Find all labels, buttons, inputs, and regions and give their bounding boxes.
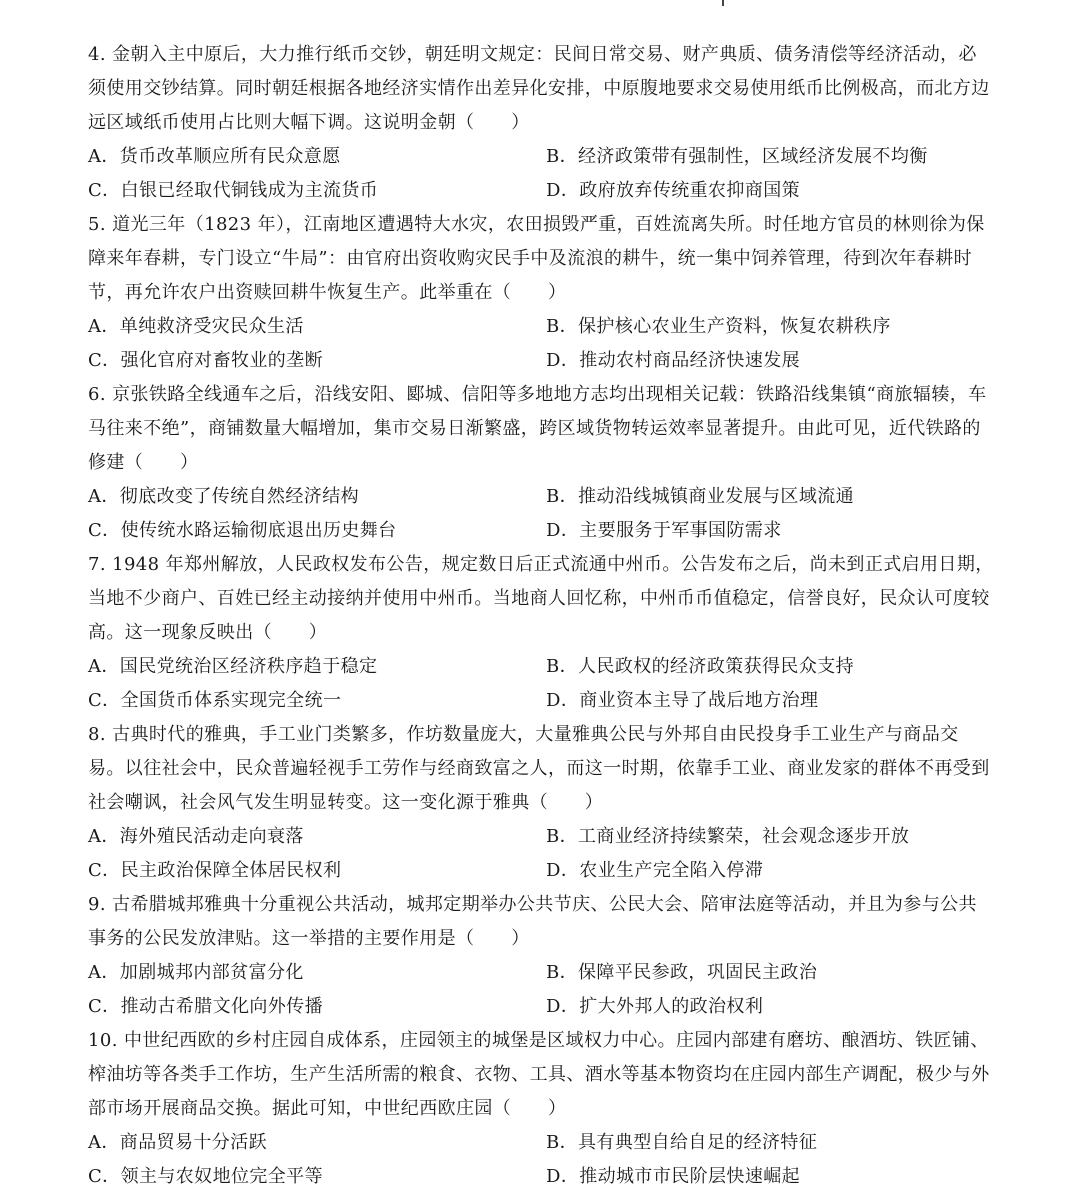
option-a: A．货币改革顺应所有民众意愿 [88,146,341,167]
question-stem: 4. 金朝入主中原后，大力推行纸币交钞，朝廷明文规定：民间日常交易、财产典质、债务清偿等经济活动，必须使用交钞结算。同时朝廷根据各地经济实情作出差异化安排，中原腹地要求交易使用纸币比例极高，而北方边远区域纸币使用占比则大幅下调。这说明金朝（ ） [88,44,990,133]
question-8 [88,718,995,888]
question-stem: 6. 京张铁路全线通车之后，沿线安阳、郾城、信阳等多地地方志均出现相关记载：铁路沿线集镇“商旅辐辏，车马往来不绝”，商铺数量大幅增加，集市交易日渐繁盛，跨区域货物转运效率显著提升。由此可见，近代铁路的修建（ ） [88,384,987,473]
option-b: B．推动沿线城镇商业发展与区域流通 [546,486,855,507]
option-list [88,820,995,888]
question-stem: 9. 古希腊城邦雅典十分重视公共活动，城邦定期举办公共节庆、公民大会、陪审法庭等活动，并且为参与公共事务的公民发放津贴。这一举措的主要作用是（ ） [88,894,977,949]
option-a: A．加剧城邦内部贫富分化 [88,962,304,983]
option-c: C．强化官府对畜牧业的垄断 [88,350,323,371]
option-c: C．全国货币体系实现完全统一 [88,690,342,711]
question-stem: 5. 道光三年（1823 年），江南地区遭遇特大水灾，农田损毁严重，百姓流离失所。时任地方官员的林则徐为保障来年春耕，专门设立“牛局”：由官府出资收购灾民手中及流浪的耕牛，统一集中饲养管理，待到次年春耕时节，再允许农户出资赎回耕牛恢复生产。此举重在（ ） [88,214,985,303]
question-5 [88,208,995,378]
option-a: A．国民党统治区经济秩序趋于稳定 [88,656,378,677]
question-6 [88,378,995,548]
option-b: B．经济政策带有强制性，区域经济发展不均衡 [546,146,928,167]
option-c: C．推动古希腊文化向外传播 [88,996,323,1017]
question-7 [88,548,995,718]
question-stem: 8. 古典时代的雅典，手工业门类繁多，作坊数量庞大，大量雅典公民与外邦自由民投身手工业生产与商品交易。以往社会中，民众普遍轻视手工劳作与经商致富之人，而这一时期，依靠手工业、商业发家的群体不再受到社会嘲讽，社会风气发生明显转变。这一变化源于雅典（ ） [88,724,990,813]
option-d: D．商业资本主导了战后地方治理 [546,690,819,711]
option-list [88,650,995,718]
question-stem: 10. 中世纪西欧的乡村庄园自成体系，庄园领主的城堡是区域权力中心。庄园内部建有磨坊、酿酒坊、铁匠铺、榨油坊等各类手工作坊，生产生活所需的粮食、衣物、工具、酒水等基本物资均在庄园内部生产调配，极少与外部市场开展商品交换。据此可知，中世纪西欧庄园（ ） [88,1030,990,1119]
option-a: A．彻底改变了传统自然经济结构 [88,486,359,507]
option-list [88,1126,995,1194]
option-c: C．白银已经取代铜钱成为主流货币 [88,180,379,201]
option-b: B．保障平民参政，巩固民主政治 [546,962,818,983]
option-b: B．人民政权的经济政策获得民众支持 [546,656,855,677]
option-a: A．海外殖民活动走向衰落 [88,826,304,847]
option-d: D．推动城市市民阶层快速崛起 [546,1166,801,1187]
option-d: D．推动农村商品经济快速发展 [546,350,801,371]
option-d: D．扩大外邦人的政治权利 [546,996,764,1017]
question-10 [88,1024,995,1194]
option-a: A．单纯救济受灾民众生活 [88,316,304,337]
option-list [88,480,995,548]
option-b: B．保护核心农业生产资料，恢复农耕秩序 [546,316,891,337]
option-a: A．商品贸易十分活跃 [88,1132,267,1153]
option-c: C．民主政治保障全体居民权利 [88,860,342,881]
option-d: D．农业生产完全陷入停滞 [546,860,764,881]
option-b: B．工商业经济持续繁荣，社会观念逐步开放 [546,826,910,847]
question-9 [88,888,995,1024]
option-c: C．使传统水路运输彻底退出历史舞台 [88,520,397,541]
option-list [88,140,995,208]
option-list [88,956,995,1024]
question-stem: 7. 1948 年郑州解放，人民政权发布公告，规定数日后正式流通中州币。公告发布之后，尚未到正式启用日期，当地不少商户、百姓已经主动接纳并使用中州币。当地商人回忆称，中州币币值稳定，信誉良好，民众认可度较高。这一现象反映出（ ） [88,554,994,643]
page-edge-mark [722,0,724,6]
question-4 [88,38,995,208]
option-d: D．政府放弃传统重农抑商国策 [546,180,801,201]
option-c: C．领主与农奴地位完全平等 [88,1166,323,1187]
option-d: D．主要服务于军事国防需求 [546,520,782,541]
option-b: B．具有典型自给自足的经济特征 [546,1132,818,1153]
option-list [88,310,995,378]
